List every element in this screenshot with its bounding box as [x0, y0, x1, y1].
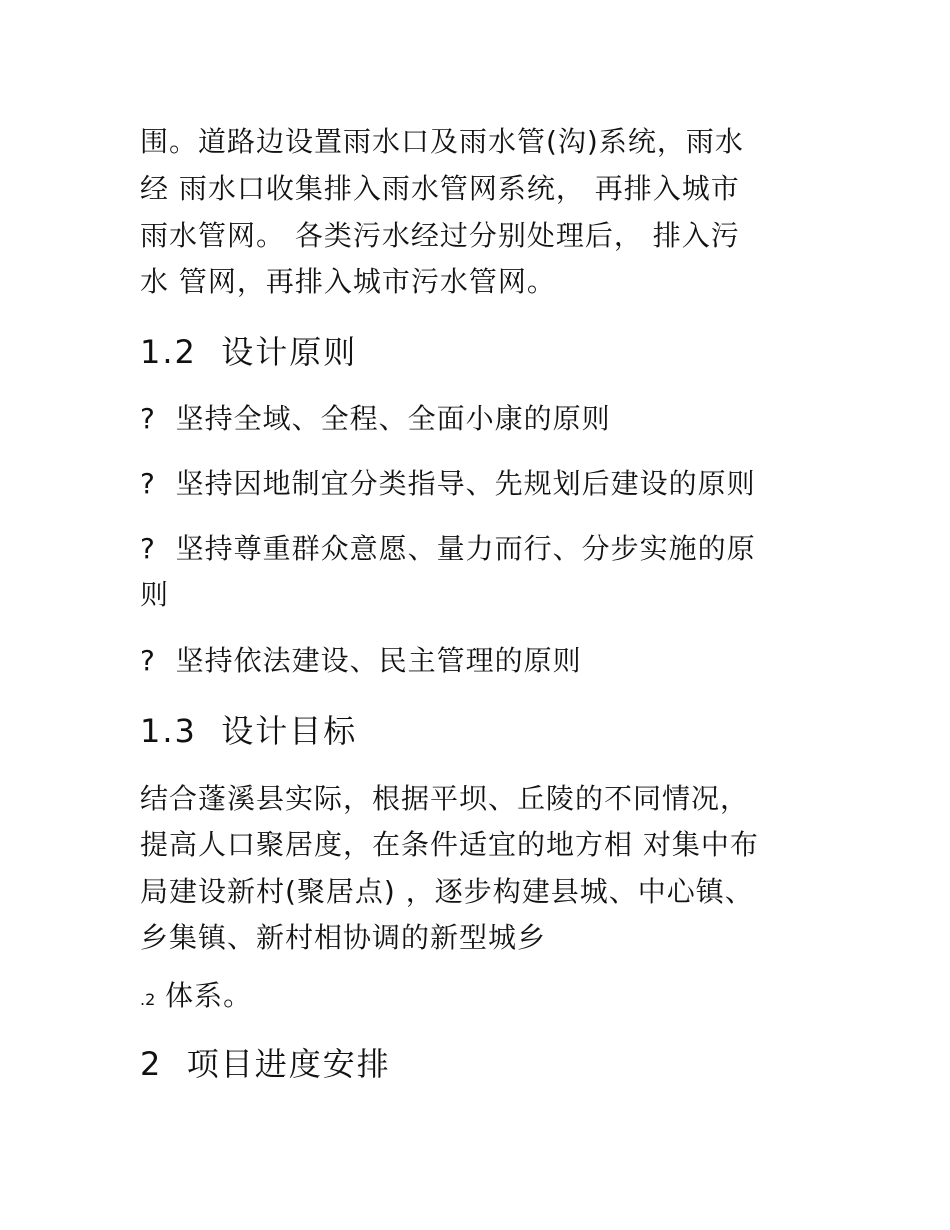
paragraph-line: 围。道路边设置雨水口及雨水管(沟)系统，雨水	[140, 125, 744, 158]
paragraph-line: 经 雨水口收集排入雨水管网系统， 再排入城市	[140, 172, 740, 205]
section-heading-1-3: 1.3 设计目标	[140, 712, 358, 750]
section-heading-2: 2 项目进度安排	[140, 1045, 391, 1083]
paragraph-line: 乡集镇、新村相协调的新型城乡	[140, 921, 547, 954]
paragraph-tail: 体系。	[165, 979, 253, 1012]
paragraph-line: 雨水管网。 各类污水经过分别处理后， 排入污	[140, 219, 740, 252]
footnote-mark: .2	[140, 990, 156, 1009]
bullet-item: ? 坚持依法建设、民主管理的原则	[140, 644, 582, 677]
paragraph-line: 提高人口聚居度，在条件适宜的地方相 对集中布	[140, 828, 759, 861]
section-heading-1-2: 1.2 设计原则	[140, 333, 358, 371]
paragraph-line: 结合蓬溪县实际，根据平坝、丘陵的不同情况，	[140, 782, 750, 815]
paragraph-line: 局建设新村(聚居点) ，逐步构建县城、中心镇、	[140, 875, 754, 908]
bullet-item: ? 坚持全域、全程、全面小康的原则	[140, 402, 611, 435]
bullet-item: ? 坚持尊重群众意愿、量力而行、分步实施的原	[140, 532, 756, 565]
paragraph-line: 水 管网，再排入城市污水管网。	[140, 265, 556, 298]
bullet-item-continuation: 则	[140, 578, 170, 611]
bullet-item: ? 坚持因地制宜分类指导、先规划后建设的原则	[140, 467, 756, 500]
paragraph-last-line	[140, 981, 252, 1015]
